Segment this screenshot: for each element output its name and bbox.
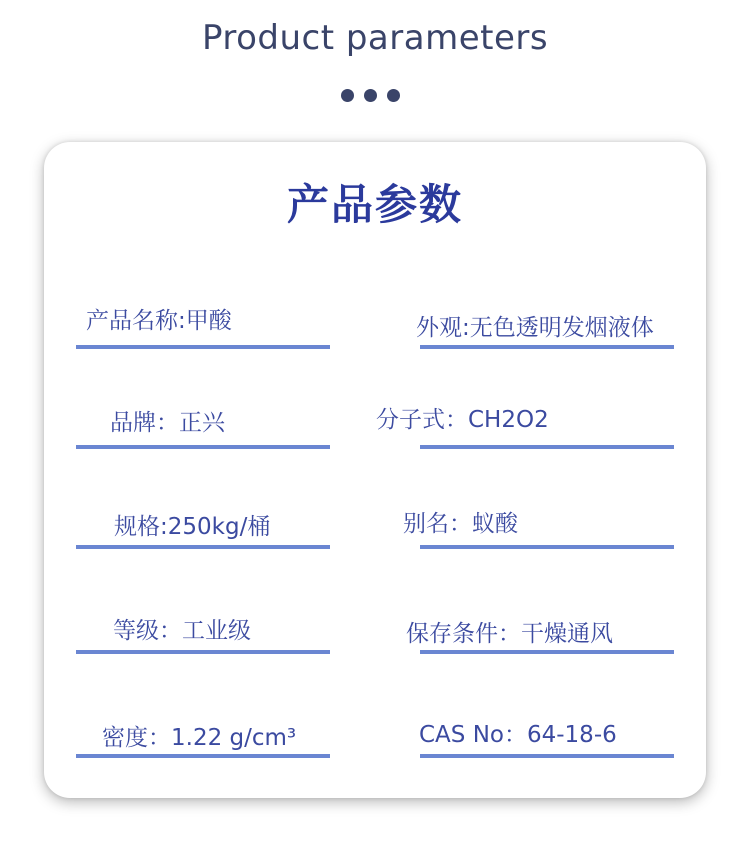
param-brand	[110, 404, 225, 437]
param-product-name	[86, 302, 232, 335]
dot-icon	[364, 89, 377, 102]
underline	[76, 345, 330, 349]
param-spec	[114, 508, 270, 541]
param-formula	[376, 401, 549, 434]
param-label: 等级：	[113, 618, 182, 644]
param-storage	[406, 615, 613, 648]
underline	[420, 754, 674, 758]
param-density	[102, 719, 296, 752]
underline	[76, 650, 330, 654]
param-value: 工业级	[182, 618, 251, 644]
page-title: Product parameters	[201, 18, 549, 58]
dot-icon	[387, 89, 400, 102]
param-label: 外观:	[416, 315, 470, 341]
param-label: 密度：	[102, 725, 171, 751]
card-title: 产品参数	[286, 180, 463, 229]
param-value: 无色透明发烟液体	[469, 315, 654, 341]
param-label: 规格:	[114, 514, 168, 540]
param-value: 蚁酸	[472, 511, 518, 537]
param-label: 产品名称:	[86, 308, 186, 334]
dot-icon	[341, 89, 354, 102]
param-cas	[419, 716, 617, 749]
param-value: 正兴	[179, 410, 225, 436]
param-value: 1.22 g/cm³	[171, 725, 297, 751]
param-value: 64-18-6	[526, 722, 617, 748]
underline	[420, 445, 674, 449]
parameters-card	[44, 142, 706, 798]
param-label: 品牌：	[110, 410, 179, 436]
underline	[76, 445, 330, 449]
param-label: 保存条件：	[406, 621, 521, 647]
param-value: CH2O2	[468, 407, 549, 433]
underline	[76, 754, 330, 758]
param-label: 别名：	[403, 511, 472, 537]
param-grade	[113, 612, 251, 645]
underline	[420, 650, 674, 654]
param-value: 干燥通风	[521, 621, 613, 647]
param-value: 250kg/桶	[167, 514, 271, 540]
param-value: 甲酸	[185, 308, 232, 334]
param-label: 分子式：	[376, 407, 468, 433]
underline	[420, 545, 674, 549]
underline	[76, 545, 330, 549]
underline	[420, 345, 674, 349]
param-label: CAS No：	[419, 722, 527, 748]
param-alias	[403, 505, 518, 538]
param-appearance	[416, 309, 654, 342]
pagination-dots	[341, 89, 411, 103]
